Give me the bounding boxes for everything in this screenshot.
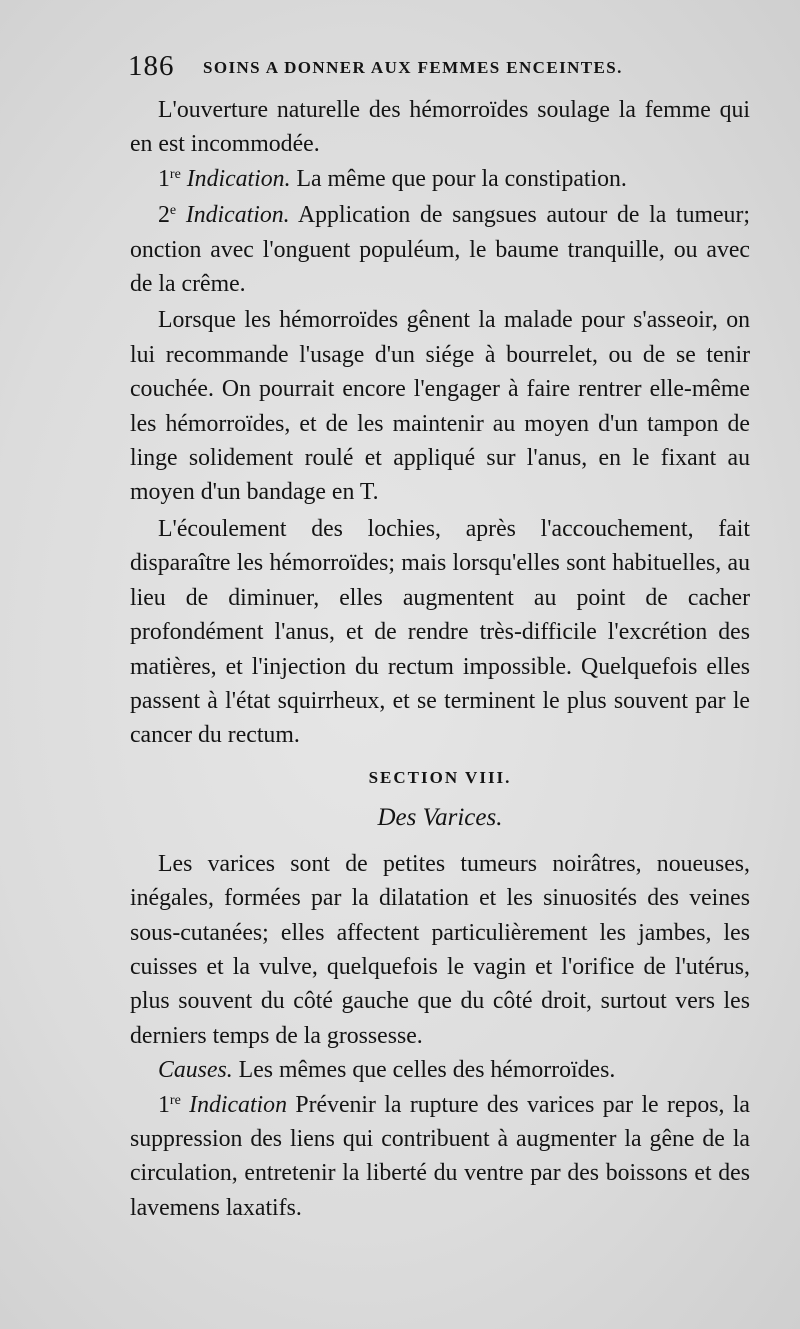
indication-ordinal: re bbox=[169, 166, 181, 182]
page-number: 186 bbox=[128, 50, 175, 82]
indication-label: Indication. bbox=[185, 202, 290, 229]
paragraph-varices-indication bbox=[130, 1088, 750, 1226]
indication-number: 1 bbox=[158, 1091, 170, 1118]
page-header bbox=[128, 50, 748, 84]
paragraph-text: Prévenir la rupture des varices par le repos, la suppression des liens qui contribuent à augmenter la gêne de la circulation, entretenir la liberté du ventre par des boissons et des lavemens laxatifs. bbox=[130, 1091, 750, 1221]
paragraph-text: L'écoulement des lochies, après l'accouchement, fait disparaître les hémorroïdes; mais lorsqu'elles sont habituelles, au lieu de diminuer, elles augmentent au point de cacher profondément l'anus, et de rendre très-difficile l'excrétion des matières, et l'injection du rectum impossible. Quelquefois elles passent à l'état squirrheux, et se terminent le plus souvent par le cancer du rectum. bbox=[130, 515, 750, 749]
paragraph-text: La même que pour la constipation. bbox=[290, 165, 627, 192]
indication-ordinal: e bbox=[169, 203, 177, 219]
paragraph-first-indication bbox=[130, 162, 750, 196]
paragraph-opening-relief bbox=[130, 93, 750, 162]
indication-label: Indication bbox=[189, 1091, 287, 1118]
section-title: Des Varices. bbox=[377, 803, 503, 831]
running-head: SOINS A DONNER AUX FEMMES ENCEINTES. bbox=[203, 58, 623, 77]
paragraph-lochia bbox=[130, 512, 750, 753]
paragraph-causes bbox=[130, 1053, 750, 1087]
paragraph-text: L'ouverture naturelle des hémorroïdes soulage la femme qui en est incommodée. bbox=[130, 97, 750, 158]
indication-number: 2 bbox=[158, 202, 170, 229]
indication-label: Indication. bbox=[186, 165, 291, 192]
body-text bbox=[130, 93, 750, 1225]
paragraph-text: Les mêmes que celles des hémorroïdes. bbox=[232, 1057, 616, 1084]
paragraph-text: Lorsque les hémorroïdes gênent la malade pour s'asseoir, on lui recommande l'usage d'un siége à bourrelet, ou de se tenir couchée. On pourrait encore l'engager à faire rentrer elle-même les hémorroïdes, et de les maintenir au moyen d'un tampon de linge solidement roulé et appliqué sur l'anus, en le fixant au moyen d'un bandage en T. bbox=[130, 307, 750, 506]
paragraph-text: Les varices sont de petites tumeurs noirâtres, noueuses, inégales, formées par la dilatation et les sinuosités des veines sous-cutanées; elles affectent particulièrement les jambes, les cuisses et la vulve, quelquefois le vagin et l'orifice de l'utérus, plus souvent du côté gauche que du côté droit, surtout vers les derniers temps de la grossesse. bbox=[130, 850, 750, 1049]
causes-label: Causes. bbox=[158, 1057, 233, 1084]
section-label: SECTION VIII. bbox=[368, 767, 512, 787]
indication-number: 1 bbox=[158, 165, 170, 192]
indication-ordinal: re bbox=[169, 1092, 181, 1108]
paragraph-second-indication bbox=[130, 198, 750, 301]
paragraph-text: Application de sangsues autour de la tumeur; onction avec l'onguent populéum, le baume tranquille, ou avec de la crême. bbox=[130, 202, 750, 298]
paragraph-varices-definition bbox=[130, 847, 750, 1053]
paragraph-treatment-position bbox=[130, 303, 750, 509]
